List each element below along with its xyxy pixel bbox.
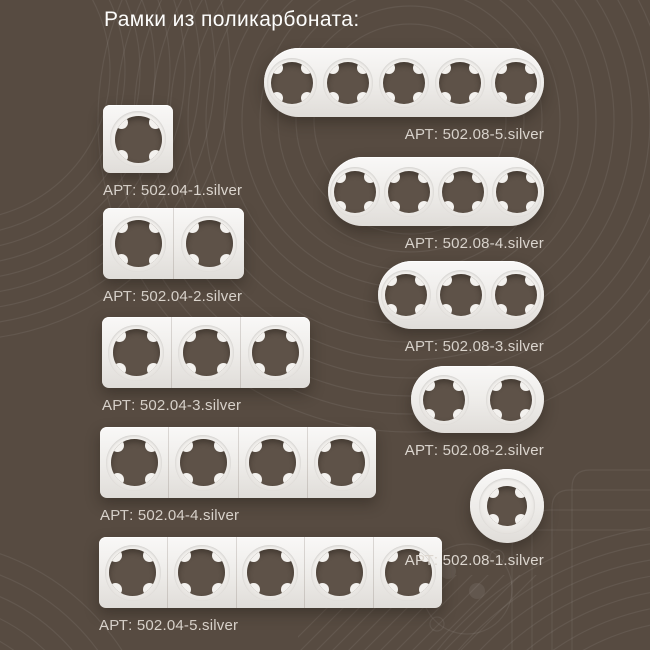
mount-notch — [149, 254, 162, 267]
mount-notch — [415, 274, 427, 286]
mount-notch — [352, 473, 365, 486]
socket-hole — [115, 116, 162, 163]
frame-gang — [411, 366, 478, 433]
frame-gang — [103, 105, 173, 173]
frame-gang — [376, 48, 432, 117]
frame-gang — [173, 208, 244, 279]
mount-notch — [143, 583, 156, 596]
socket-hole — [423, 379, 465, 421]
frame-gang — [470, 469, 544, 543]
mount-notch — [318, 439, 331, 452]
socket-opening-ring — [330, 167, 380, 217]
article-label: АРТ: 502.08-3.silver — [404, 338, 544, 355]
mount-notch — [183, 363, 196, 376]
frame-gang — [99, 537, 167, 608]
mount-notch — [364, 201, 376, 213]
socket-hole — [249, 439, 296, 486]
frame-gang — [171, 317, 241, 388]
mount-notch — [178, 583, 191, 596]
frame-gang — [489, 261, 544, 329]
frame-gang — [304, 537, 373, 608]
mount-notch — [247, 549, 260, 562]
socket-hole — [495, 62, 537, 104]
frame-gang — [307, 427, 376, 498]
mount-notch — [388, 201, 400, 213]
mount-notch — [113, 363, 126, 376]
mount-notch — [281, 549, 294, 562]
frame-gang — [100, 427, 168, 498]
socket-opening-ring — [108, 325, 164, 381]
mount-notch — [350, 549, 363, 562]
mount-notch — [183, 329, 196, 342]
socket-opening-ring — [438, 167, 488, 217]
mount-notch — [115, 150, 128, 163]
mount-notch — [357, 92, 369, 104]
frame-gang — [328, 157, 382, 226]
socket-hole — [318, 439, 365, 486]
socket-opening-ring — [323, 58, 373, 108]
article-label: АРТ: 502.08-2.silver — [404, 442, 544, 459]
socket-opening-ring — [175, 435, 231, 491]
product-502-08-3 — [378, 261, 544, 355]
mount-notch — [286, 329, 299, 342]
mount-notch — [439, 62, 451, 74]
mount-notch — [350, 583, 363, 596]
mount-notch — [145, 439, 158, 452]
mount-notch — [217, 329, 230, 342]
mount-notch — [318, 473, 331, 486]
frame-image-2-gang-rounded — [411, 366, 544, 433]
socket-opening-ring — [110, 111, 166, 167]
frame-gang — [382, 157, 436, 226]
socket-opening-ring — [181, 216, 237, 272]
mount-notch — [115, 116, 128, 129]
mount-notch — [286, 363, 299, 376]
mount-notch — [385, 274, 397, 286]
mount-notch — [470, 304, 482, 316]
mount-notch — [383, 62, 395, 74]
frame-gang — [264, 48, 320, 117]
frame-image-4-gang-rounded — [328, 157, 544, 226]
frame-image-1-gang-round — [470, 469, 544, 543]
socket-opening-ring — [178, 325, 234, 381]
mount-notch — [418, 201, 430, 213]
mount-notch — [111, 439, 124, 452]
mount-notch — [388, 171, 400, 183]
mount-notch — [334, 171, 346, 183]
mount-notch — [413, 62, 425, 74]
mount-notch — [301, 92, 313, 104]
socket-hole — [178, 549, 225, 596]
socket-opening-ring — [110, 216, 166, 272]
mount-notch — [413, 92, 425, 104]
mount-notch — [469, 92, 481, 104]
socket-opening-ring — [106, 435, 162, 491]
socket-hole — [111, 439, 158, 486]
frame-gang — [103, 208, 173, 279]
mount-notch — [327, 92, 339, 104]
socket-hole — [496, 171, 538, 213]
mount-notch — [470, 274, 482, 286]
frame-gang — [167, 537, 236, 608]
frame-gang — [320, 48, 376, 117]
mount-notch — [364, 171, 376, 183]
mount-notch — [316, 583, 329, 596]
mount-notch — [111, 473, 124, 486]
mount-notch — [385, 549, 398, 562]
socket-opening-ring — [314, 435, 370, 491]
frame-image-5-gang-square — [99, 537, 442, 608]
socket-opening-ring — [486, 375, 536, 425]
socket-hole — [316, 549, 363, 596]
product-502-04-3 — [102, 317, 310, 414]
socket-hole — [252, 329, 299, 376]
mount-notch — [249, 473, 262, 486]
mount-notch — [113, 329, 126, 342]
frame-image-5-gang-rounded — [264, 48, 544, 117]
frame-image-4-gang-square — [100, 427, 376, 498]
mount-notch — [252, 363, 265, 376]
product-502-08-2 — [405, 366, 544, 459]
mount-notch — [487, 514, 499, 526]
mount-notch — [143, 549, 156, 562]
mount-notch — [109, 549, 122, 562]
frame-image-3-gang-rounded — [378, 261, 544, 329]
mount-notch — [496, 171, 508, 183]
mount-notch — [495, 274, 507, 286]
mount-notch — [415, 304, 427, 316]
mount-notch — [149, 116, 162, 129]
socket-opening-ring — [248, 325, 304, 381]
mount-notch — [147, 363, 160, 376]
mount-notch — [442, 171, 454, 183]
socket-hole — [183, 329, 230, 376]
mount-notch — [212, 583, 225, 596]
mount-notch — [439, 92, 451, 104]
mount-notch — [423, 409, 435, 421]
frame-image-3-gang-square — [102, 317, 310, 388]
socket-opening-ring — [242, 545, 298, 601]
mount-notch — [220, 220, 233, 233]
article-label: АРТ: 502.08-5.silver — [404, 126, 544, 143]
mount-notch — [442, 201, 454, 213]
mount-notch — [496, 201, 508, 213]
mount-notch — [453, 379, 465, 391]
product-502-08-4 — [328, 157, 544, 252]
mount-notch — [186, 220, 199, 233]
socket-hole — [490, 379, 532, 421]
socket-opening-ring — [479, 478, 535, 534]
mount-notch — [147, 329, 160, 342]
mount-notch — [418, 171, 430, 183]
mount-notch — [383, 92, 395, 104]
socket-hole — [334, 171, 376, 213]
socket-hole — [180, 439, 227, 486]
socket-opening-ring — [419, 375, 469, 425]
mount-notch — [490, 409, 502, 421]
frame-gang — [236, 537, 305, 608]
mount-notch — [520, 379, 532, 391]
product-502-04-2 — [103, 208, 244, 305]
article-label: АРТ: 502.04-4.silver — [100, 507, 240, 524]
mount-notch — [490, 379, 502, 391]
mount-notch — [423, 379, 435, 391]
mount-notch — [487, 486, 499, 498]
frame-gang — [378, 261, 433, 329]
socket-opening-ring — [492, 167, 542, 217]
socket-opening-ring — [105, 545, 161, 601]
mount-notch — [469, 62, 481, 74]
frame-gang — [238, 427, 307, 498]
article-label: АРТ: 502.08-4.silver — [404, 235, 544, 252]
mount-notch — [178, 549, 191, 562]
mount-notch — [145, 473, 158, 486]
article-label: АРТ: 502.04-2.silver — [103, 288, 243, 305]
mount-notch — [180, 473, 193, 486]
socket-hole — [383, 62, 425, 104]
article-label: АРТ: 502.04-1.silver — [103, 182, 243, 199]
mount-notch — [440, 274, 452, 286]
socket-hole — [115, 220, 162, 267]
mount-notch — [327, 62, 339, 74]
socket-opening-ring — [311, 545, 367, 601]
mount-notch — [149, 150, 162, 163]
mount-notch — [252, 329, 265, 342]
mount-notch — [526, 201, 538, 213]
socket-hole — [385, 274, 427, 316]
socket-hole — [247, 549, 294, 596]
mount-notch — [214, 439, 227, 452]
mount-notch — [515, 514, 527, 526]
socket-opening-ring — [245, 435, 301, 491]
frame-image-2-gang-square — [103, 208, 244, 279]
frame-gang — [436, 157, 490, 226]
socket-hole — [439, 62, 481, 104]
mount-notch — [281, 583, 294, 596]
mount-notch — [214, 473, 227, 486]
article-label: АРТ: 502.04-3.silver — [102, 397, 242, 414]
socket-opening-ring — [384, 167, 434, 217]
mount-notch — [271, 92, 283, 104]
frame-gang — [488, 48, 544, 117]
mount-notch — [357, 62, 369, 74]
socket-opening-ring — [435, 58, 485, 108]
socket-hole — [327, 62, 369, 104]
mount-notch — [526, 171, 538, 183]
socket-opening-ring — [436, 270, 486, 320]
product-502-08-1 — [405, 469, 544, 569]
socket-opening-ring — [491, 58, 541, 108]
socket-opening-ring — [491, 270, 541, 320]
socket-hole — [113, 329, 160, 376]
socket-opening-ring — [267, 58, 317, 108]
mount-notch — [316, 549, 329, 562]
socket-hole — [109, 549, 156, 596]
mount-notch — [220, 254, 233, 267]
mount-notch — [247, 583, 260, 596]
mount-notch — [186, 254, 199, 267]
socket-opening-ring — [174, 545, 230, 601]
mount-notch — [115, 220, 128, 233]
product-502-04-4 — [100, 427, 376, 524]
frame-image-1-gang-square — [103, 105, 173, 173]
socket-opening-ring — [381, 270, 431, 320]
mount-notch — [115, 254, 128, 267]
product-502-08-5 — [264, 48, 544, 143]
mount-notch — [472, 201, 484, 213]
mount-notch — [301, 62, 313, 74]
socket-hole — [388, 171, 430, 213]
socket-hole — [442, 171, 484, 213]
mount-notch — [472, 171, 484, 183]
socket-hole — [440, 274, 482, 316]
frame-gang — [478, 366, 545, 433]
mount-notch — [440, 304, 452, 316]
frame-gang — [102, 317, 171, 388]
mount-notch — [525, 274, 537, 286]
mount-notch — [212, 549, 225, 562]
mount-notch — [283, 439, 296, 452]
mount-notch — [495, 92, 507, 104]
mount-notch — [334, 201, 346, 213]
mount-notch — [419, 583, 432, 596]
socket-hole — [186, 220, 233, 267]
page-title: Рамки из поликарбоната: — [104, 8, 360, 31]
frame-gang — [240, 317, 310, 388]
mount-notch — [180, 439, 193, 452]
mount-notch — [109, 583, 122, 596]
mount-notch — [453, 409, 465, 421]
mount-notch — [525, 62, 537, 74]
socket-hole — [271, 62, 313, 104]
mount-notch — [149, 220, 162, 233]
socket-hole — [495, 274, 537, 316]
mount-notch — [352, 439, 365, 452]
mount-notch — [495, 62, 507, 74]
mount-notch — [520, 409, 532, 421]
mount-notch — [283, 473, 296, 486]
mount-notch — [525, 92, 537, 104]
mount-notch — [271, 62, 283, 74]
mount-notch — [515, 486, 527, 498]
product-502-04-5 — [99, 537, 442, 634]
mount-notch — [385, 583, 398, 596]
article-label: АРТ: 502.08-1.silver — [404, 552, 544, 569]
mount-notch — [495, 304, 507, 316]
mount-notch — [385, 304, 397, 316]
frame-gang — [432, 48, 488, 117]
frame-gang — [433, 261, 488, 329]
socket-hole — [487, 486, 527, 526]
mount-notch — [249, 439, 262, 452]
mount-notch — [525, 304, 537, 316]
frame-gang — [490, 157, 544, 226]
article-label: АРТ: 502.04-5.silver — [99, 617, 239, 634]
frame-gang — [168, 427, 237, 498]
socket-opening-ring — [379, 58, 429, 108]
mount-notch — [217, 363, 230, 376]
product-502-04-1 — [103, 105, 242, 199]
